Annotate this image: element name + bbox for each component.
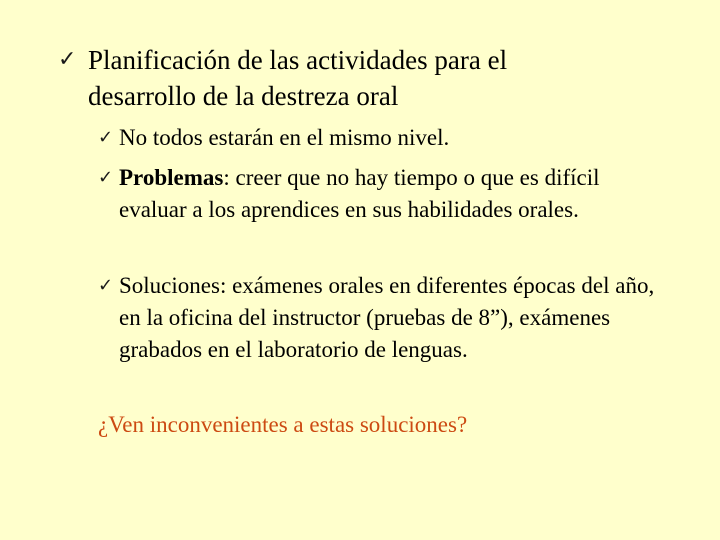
sub-bullet-rest: : creer que no hay tiempo o que es difícil evaluar a los aprendices en sus habilidades orales. <box>119 165 600 222</box>
sub-bullet-text: No todos estarán en el mismo nivel. <box>119 125 450 150</box>
checkmark-icon: ✓ <box>98 167 114 188</box>
main-bullet-line1: Planificación de las actividades para el <box>88 45 508 75</box>
question-text: ¿Ven inconvenientes a estas soluciones? <box>98 412 468 437</box>
sub-bullet-nivel <box>98 122 658 154</box>
sub-bullet-problemas <box>98 162 658 226</box>
bold-lead: Problemas <box>119 165 224 190</box>
sub-bullet-soluciones <box>98 270 658 366</box>
checkmark-icon: ✓ <box>98 275 114 296</box>
sub-bullet-text: Soluciones: exámenes orales en diferentes épocas del año, en la oficina del instructor (pruebas de 8”), exámenes grabados en el laboratorio de lenguas. <box>119 273 655 362</box>
checkmark-icon: ✓ <box>58 47 77 72</box>
main-bullet-text <box>62 42 662 114</box>
checkmark-icon: ✓ <box>98 127 114 148</box>
sub-bullet-text <box>98 162 658 226</box>
main-bullet <box>58 42 662 114</box>
main-bullet-line2: desarrollo de la destreza oral <box>88 81 399 111</box>
